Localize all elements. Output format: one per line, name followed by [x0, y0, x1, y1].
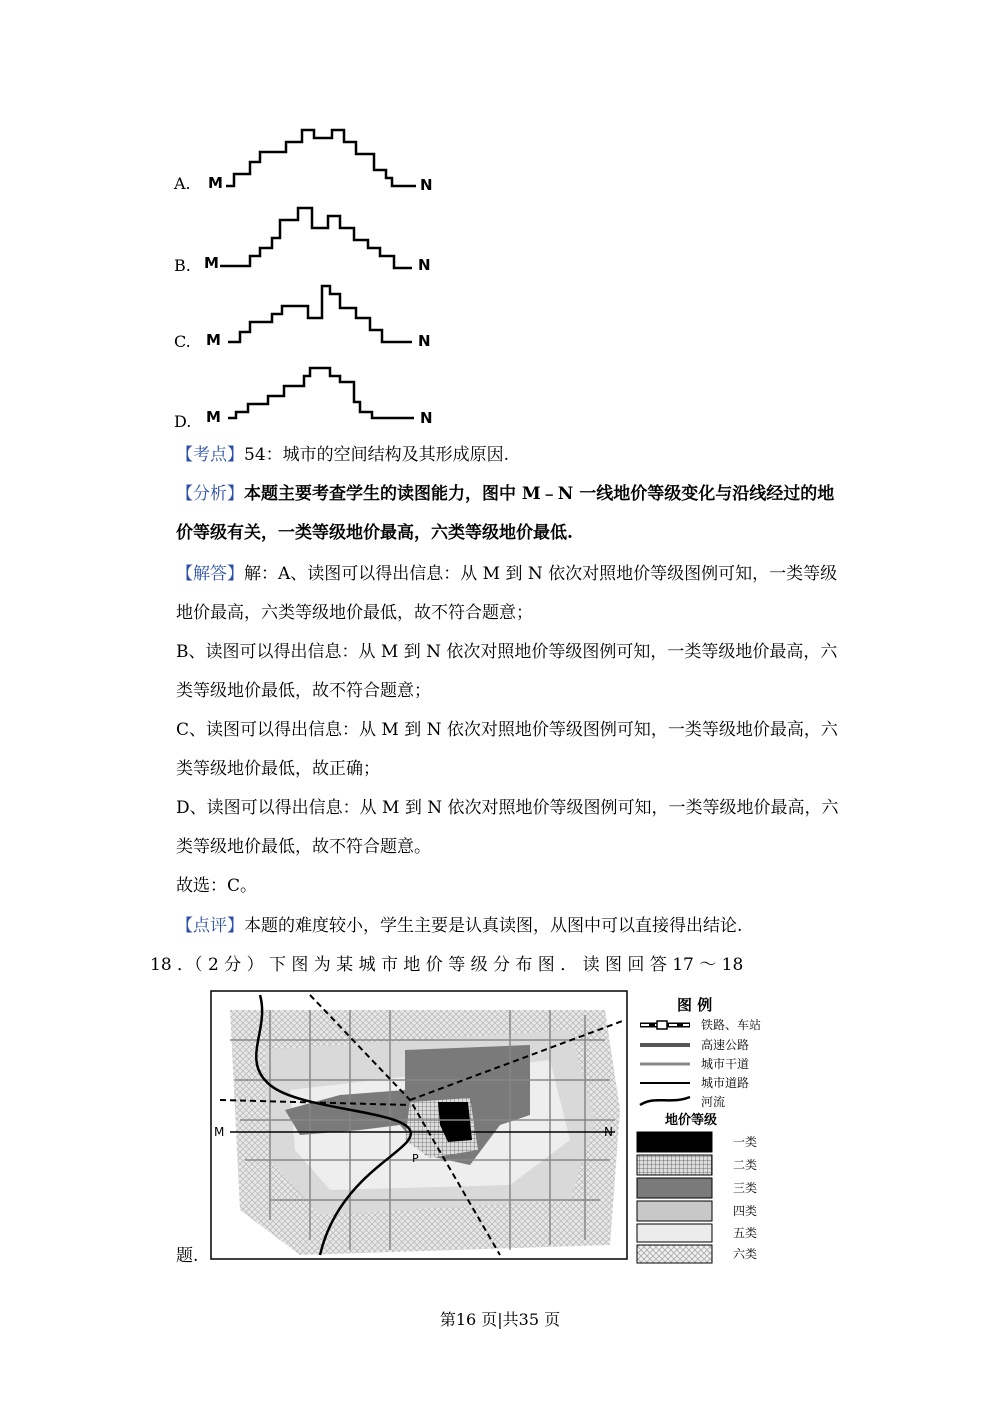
label-m-d: M — [206, 408, 221, 426]
legend-grade-title: 地价等级 — [665, 1113, 718, 1128]
label-m-c: M — [206, 331, 221, 349]
legend-line-5: 河流 — [701, 1095, 726, 1109]
dianping-text: 本题的难度较小，学生主要是认真读图，从图中可以直接得出结论. — [244, 916, 743, 936]
fenxi-line-2: 价等级有关，一类等级地价最高，六类等级地价最低. — [176, 523, 573, 543]
page-footer: 第16 页|共35 页 — [439, 1310, 561, 1329]
jieda-tag: 【解答】 — [176, 564, 244, 584]
legend-grade-4-swatch — [637, 1201, 712, 1221]
legend-line-2: 高速公路 — [701, 1038, 750, 1052]
jieda-line-8: 类等级地价最低，故不符合题意。 — [176, 837, 431, 857]
profile-b — [220, 208, 412, 268]
option-b-letter: B. — [174, 256, 191, 275]
label-n-a: N — [420, 176, 433, 194]
legend-grade-3-swatch — [637, 1178, 712, 1198]
label-m-b: M — [204, 254, 219, 272]
legend-grade-2-swatch — [637, 1155, 712, 1175]
legend-grade-5: 五类 — [733, 1226, 758, 1240]
map-legend — [635, 992, 780, 1267]
fenxi-line-1 — [176, 486, 834, 503]
label-m-a: M — [208, 174, 223, 192]
profile-a — [226, 130, 416, 186]
fenxi-tag: 【分析】 — [176, 484, 244, 504]
profile-d — [228, 368, 414, 418]
jieda-line-6: 类等级地价最低，故正确； — [176, 759, 380, 779]
label-n-d: N — [420, 409, 433, 427]
legend-line-3: 城市干道 — [701, 1057, 750, 1071]
jieda-line-3: B、读图可以得出信息：从 M 到 N 依次对照地价等级图例可知，一类等级地价最高，六 — [176, 642, 838, 662]
kaodian-text: 54：城市的空间结构及其形成原因. — [244, 445, 510, 465]
legend-grade-1-swatch — [637, 1132, 712, 1152]
jieda-line-9: 故选：C。 — [176, 876, 258, 896]
legend-line-4: 城市道路 — [701, 1076, 750, 1090]
legend-river-symbol — [640, 1097, 690, 1105]
kaodian-line — [176, 447, 509, 464]
question-18-tail: 题. — [176, 1246, 199, 1266]
jieda-line-2: 地价最高，六类等级地价最低，故不符合题意； — [176, 603, 533, 623]
legend-grade-5-swatch — [637, 1224, 712, 1242]
question-18: 18 ．（ 2 分 ） 下 图 为 某 城 市 地 价 等 级 分 布 图 ． 读 图 回 答 17 ～ 18 — [150, 955, 744, 975]
jieda-text-1: 解：A、读图可以得出信息：从 M 到 N 依次对照地价等级图例可知，一类等级 — [244, 564, 838, 584]
land-price-map — [210, 990, 630, 1262]
legend-grade-4: 四类 — [733, 1204, 758, 1218]
jieda-line-1 — [176, 566, 837, 583]
option-a-letter: A. — [174, 174, 191, 193]
legend-railway-symbol — [640, 1021, 690, 1029]
option-d-letter: D. — [174, 412, 192, 431]
legend-title: 图 例 — [677, 996, 713, 1014]
legend-grade-3: 三类 — [733, 1181, 758, 1195]
kaodian-tag: 【考点】 — [176, 445, 244, 465]
dianping-tag: 【点评】 — [176, 916, 244, 936]
legend-grade-6: 六类 — [733, 1247, 758, 1261]
option-profiles — [200, 120, 460, 430]
jieda-line-4: 类等级地价最低，故不符合题意； — [176, 681, 431, 701]
dianping-line — [176, 918, 742, 935]
map-label-m: M — [214, 1125, 225, 1139]
legend-grade-1: 一类 — [733, 1135, 758, 1149]
legend-grade-6-swatch — [637, 1245, 712, 1263]
legend-grade-2: 二类 — [733, 1158, 758, 1172]
jieda-line-7: D、读图可以得出信息：从 M 到 N 依次对照地价等级图例可知，一类等级地价最高，六 — [176, 798, 839, 818]
label-n-b: N — [418, 256, 431, 274]
map-label-p: P — [412, 1152, 419, 1165]
label-n-c: N — [418, 332, 431, 350]
legend-line-1: 铁路、车站 — [701, 1018, 762, 1032]
map-label-n: N — [604, 1125, 613, 1139]
profile-c — [228, 286, 412, 342]
jieda-line-5: C、读图可以得出信息：从 M 到 N 依次对照地价等级图例可知，一类等级地价最高，六 — [176, 720, 838, 740]
option-c-letter: C. — [174, 332, 191, 351]
fenxi-text-1: 本题主要考查学生的读图能力，图中 M﹣N 一线地价等级变化与沿线经过的地 — [244, 484, 835, 504]
